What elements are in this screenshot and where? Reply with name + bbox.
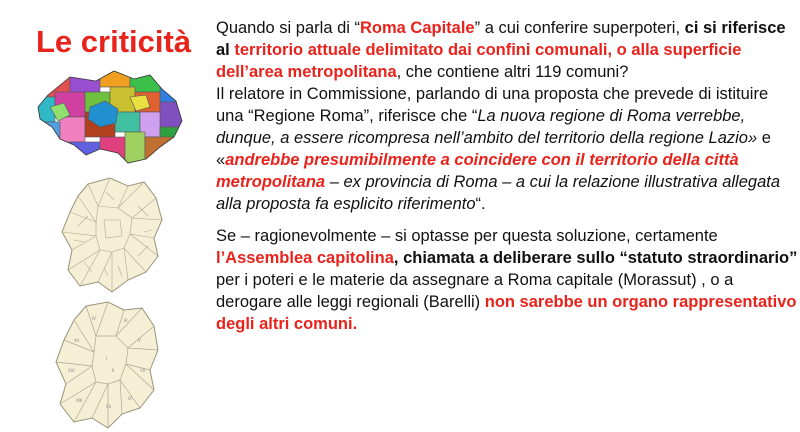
svg-text:IX: IX [128,396,132,401]
metropolitan-area-map [30,67,190,167]
svg-text:XII: XII [106,404,112,409]
quote-italic: – ex provincia di Roma – a cui la relazione illustrativa allegata alla proposta fa esplicito riferimento [216,173,781,213]
paragraph-assemblea [216,225,798,335]
svg-text:VII: VII [140,368,146,373]
text-span: per i poteri e le materie da assegnare a Roma capitale (Morassut) , o a derogare alle leggi regionali (Barelli) [216,271,734,311]
highlight-citta-metropolitana: andrebbe presumibilmente a coincidere con il territorio della città metropolitana [216,151,739,191]
highlight-territorio: territorio attuale delimitato dai confini comunali, o alla superficie dell’area metropolitana [216,41,742,81]
emphasis-text: , chiamata a deliberare sullo “statuto straordinario” [393,249,798,267]
highlight-assemblea: l’Assemblea capitolina [216,249,394,267]
text-span: “. [475,195,486,213]
text-span: ” a cui conferire superpoteri, [474,19,685,37]
svg-text:I: I [106,356,108,361]
text-span: Il relatore in Commissione, parlando di una proposta che prevede di istituire una “Regione Roma”, riferisce che “ [216,85,769,125]
svg-text:XIV: XIV [68,368,75,373]
text-span: , che contiene altri 119 comuni? [396,63,629,81]
quote-italic: La nuova regione di Roma verrebbe, dunque, a essere ricompresa nell’ambito del territorio della regione Lazio» [216,107,758,147]
text-span: Se – ragionevolmente – si optasse per questa soluzione, certamente [216,227,718,245]
svg-text:III: III [124,318,128,323]
svg-text:XV: XV [74,338,80,343]
svg-text:IV: IV [92,316,96,321]
rome-zones-map [58,176,168,296]
emphasis-text: ci si riferisce al [216,19,786,59]
paragraph-relatore [216,83,798,215]
rome-municipi-map [52,300,162,430]
svg-text:II: II [112,368,115,373]
slide-title: Le criticità [36,24,192,59]
svg-text:XIII: XIII [76,398,83,403]
svg-text:V: V [138,338,141,343]
highlight-roma-capitale: Roma Capitale [360,19,475,37]
highlight-non-rappresentativo: non sarebbe un organo rappresentativo degli altri comuni. [216,293,797,333]
text-span: e « [216,129,771,169]
body-text [216,17,798,335]
paragraph-roma-capitale [216,17,798,83]
text-span: Quando si parla di “ [216,19,360,37]
